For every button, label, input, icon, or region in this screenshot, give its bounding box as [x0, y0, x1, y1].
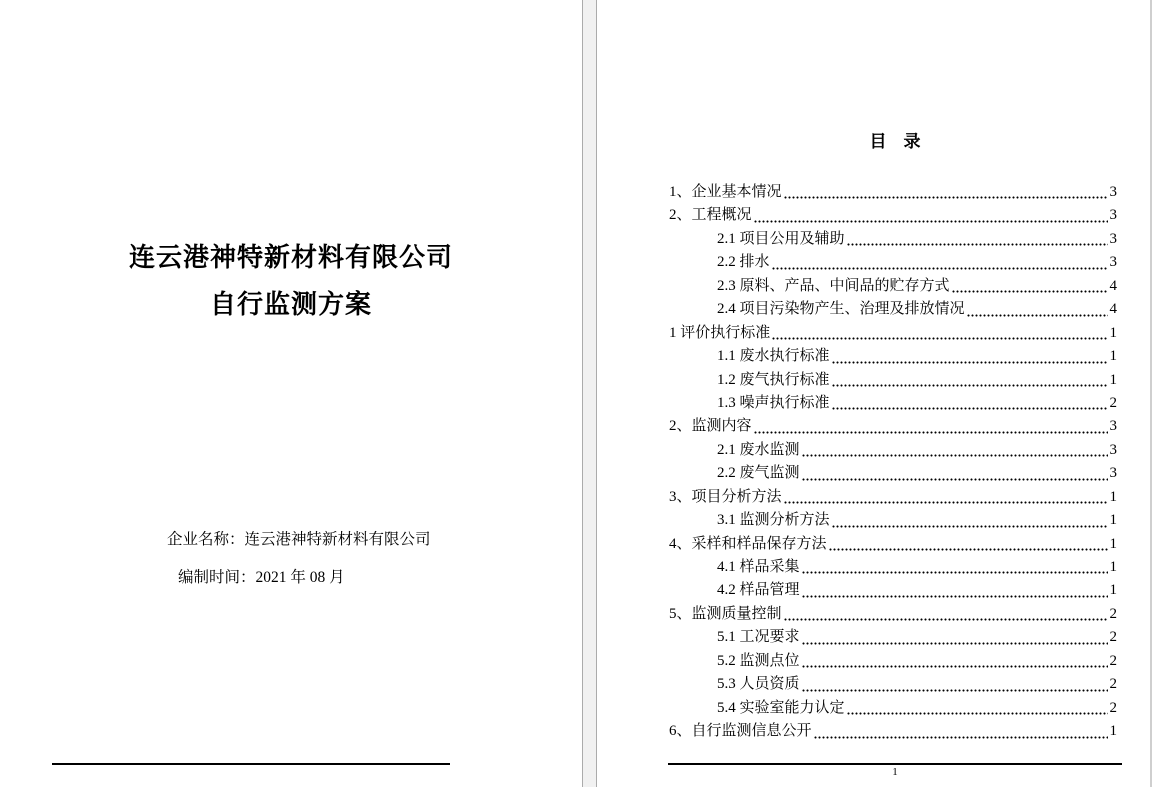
toc-entry-label: 2、监测内容 — [669, 418, 752, 435]
toc-entry-page: 2 — [1109, 629, 1117, 646]
toc-entry-label: 2.2 排水 — [717, 254, 770, 271]
toc-entry[interactable] — [669, 509, 1117, 532]
toc-entry-page: 3 — [1109, 230, 1117, 247]
cover-meta — [167, 521, 431, 597]
toc-entry-page: 3 — [1109, 418, 1117, 435]
toc-entry[interactable] — [669, 322, 1117, 345]
toc-entry[interactable] — [669, 579, 1117, 602]
toc-dot-leader — [784, 603, 1108, 626]
toc-entry-label: 2.2 废气监测 — [717, 465, 800, 482]
toc-dot-leader — [772, 251, 1108, 274]
toc-entry-page: 4 — [1109, 277, 1117, 294]
toc-entry[interactable] — [669, 369, 1117, 392]
toc-entry-page: 1 — [1109, 723, 1117, 740]
toc-dot-leader — [952, 275, 1108, 298]
toc-dot-leader — [784, 486, 1108, 509]
toc-entry[interactable] — [669, 533, 1117, 556]
page-gap — [582, 0, 597, 787]
toc-entry-page: 1 — [1109, 512, 1117, 529]
toc-entry-page: 2 — [1109, 676, 1117, 693]
toc-entry-page: 1 — [1109, 559, 1117, 575]
toc-title: 目 录 — [869, 132, 921, 151]
toc-entry-label: 5.3 人员资质 — [717, 676, 800, 693]
toc-entry-page: 1 — [1109, 324, 1117, 341]
toc-entry-label: 2.3 原料、产品、中间品的贮存方式 — [717, 277, 950, 294]
toc-dot-leader — [832, 345, 1108, 368]
toc-dot-leader — [802, 626, 1108, 649]
toc-dot-leader — [847, 697, 1108, 720]
toc-list — [669, 181, 1117, 744]
toc-entry-page: 1 — [1109, 348, 1117, 365]
toc-entry-page: 2 — [1109, 699, 1117, 716]
toc-entry-page: 3 — [1109, 254, 1117, 271]
toc-dot-leader — [784, 181, 1108, 204]
toc-entry[interactable] — [669, 556, 1117, 579]
toc-dot-leader — [832, 509, 1108, 532]
toc-entry-label: 5、监测质量控制 — [669, 605, 782, 622]
toc-dot-leader — [754, 204, 1108, 227]
toc-entry-label: 1.3 噪声执行标准 — [717, 394, 830, 411]
toc-entry-label: 2.1 废水监测 — [717, 441, 800, 458]
toc-entry-label: 4.2 样品管理 — [717, 582, 800, 599]
toc-dot-leader — [832, 369, 1108, 392]
toc-dot-leader — [754, 415, 1108, 438]
toc-dot-leader — [802, 556, 1108, 579]
toc-dot-leader — [967, 298, 1108, 321]
company-name-line: 企业名称：连云港神特新材料有限公司 — [167, 531, 431, 548]
toc-entry[interactable] — [669, 439, 1117, 462]
toc-dot-leader — [802, 650, 1108, 673]
compile-date-line: 编制时间：2021 年 08 月 — [178, 569, 345, 586]
toc-entry-page: 2 — [1109, 652, 1117, 669]
toc-entry-page: 2 — [1109, 394, 1117, 411]
toc-entry[interactable] — [669, 697, 1117, 720]
toc-entry-page: 1 — [1109, 535, 1117, 552]
toc-entry[interactable] — [669, 462, 1117, 485]
toc-entry-page: 3 — [1109, 184, 1117, 200]
toc-entry-label: 1、企业基本情况 — [669, 184, 782, 200]
toc-entry-page: 1 — [1109, 488, 1117, 505]
toc-entry-page: 1 — [1109, 371, 1117, 388]
toc-entry[interactable] — [669, 251, 1117, 274]
toc-entry[interactable] — [669, 603, 1117, 626]
toc-dot-leader — [772, 322, 1107, 345]
toc-entry-label: 5.2 监测点位 — [717, 652, 800, 669]
toc-entry-label: 3.1 监测分析方法 — [717, 512, 830, 529]
toc-entry[interactable] — [669, 673, 1117, 696]
toc-page-number: 1 — [892, 766, 898, 778]
toc-entry-label: 1.2 废气执行标准 — [717, 371, 830, 388]
toc-entry-page: 3 — [1109, 465, 1117, 482]
toc-page — [597, 0, 1150, 787]
toc-dot-leader — [814, 720, 1108, 743]
toc-entry[interactable] — [669, 626, 1117, 649]
toc-entry-label: 1 评价执行标准 — [669, 324, 771, 341]
toc-entry-label: 2.4 项目污染物产生、治理及排放情况 — [717, 301, 965, 318]
toc-entry-label: 1.1 废水执行标准 — [717, 348, 830, 365]
toc-entry[interactable] — [669, 181, 1117, 204]
document-title-line2: 自行监测方案 — [209, 290, 372, 319]
toc-dot-leader — [847, 228, 1108, 251]
toc-entry-label: 4、采样和样品保存方法 — [669, 535, 827, 552]
toc-dot-leader — [829, 533, 1108, 556]
toc-dot-leader — [802, 462, 1108, 485]
toc-entry-label: 2、工程概况 — [669, 207, 752, 224]
toc-entry[interactable] — [669, 486, 1117, 509]
toc-dot-leader — [802, 439, 1108, 462]
toc-entry[interactable] — [669, 650, 1117, 673]
toc-entry-page: 1 — [1109, 582, 1117, 599]
toc-entry-label: 3、项目分析方法 — [669, 488, 782, 505]
toc-entry[interactable] — [669, 228, 1117, 251]
toc-entry[interactable] — [669, 204, 1117, 227]
toc-entry[interactable] — [669, 392, 1117, 415]
cover-footer-rule — [52, 763, 450, 765]
toc-entry-label: 2.1 项目公用及辅助 — [717, 230, 845, 247]
toc-entry[interactable] — [669, 415, 1117, 438]
toc-entry[interactable] — [669, 275, 1117, 298]
toc-dot-leader — [802, 673, 1108, 696]
toc-entry-page: 3 — [1109, 441, 1117, 458]
toc-entry[interactable] — [669, 720, 1117, 743]
document-title — [0, 234, 582, 328]
toc-entry-page: 2 — [1109, 605, 1117, 622]
toc-entry-page: 3 — [1109, 207, 1117, 224]
toc-entry-page: 4 — [1109, 301, 1117, 318]
toc-entry-label: 4.1 样品采集 — [717, 559, 800, 575]
toc-entry-label: 6、自行监测信息公开 — [669, 723, 812, 740]
toc-entry-label: 5.1 工况要求 — [717, 629, 800, 646]
toc-entry[interactable] — [669, 298, 1117, 321]
toc-dot-leader — [802, 579, 1108, 602]
toc-entry-label: 5.4 实验室能力认定 — [717, 699, 845, 716]
toc-dot-leader — [832, 392, 1108, 415]
toc-entry[interactable] — [669, 345, 1117, 368]
document-title-line1: 连云港神特新材料有限公司 — [128, 243, 453, 272]
